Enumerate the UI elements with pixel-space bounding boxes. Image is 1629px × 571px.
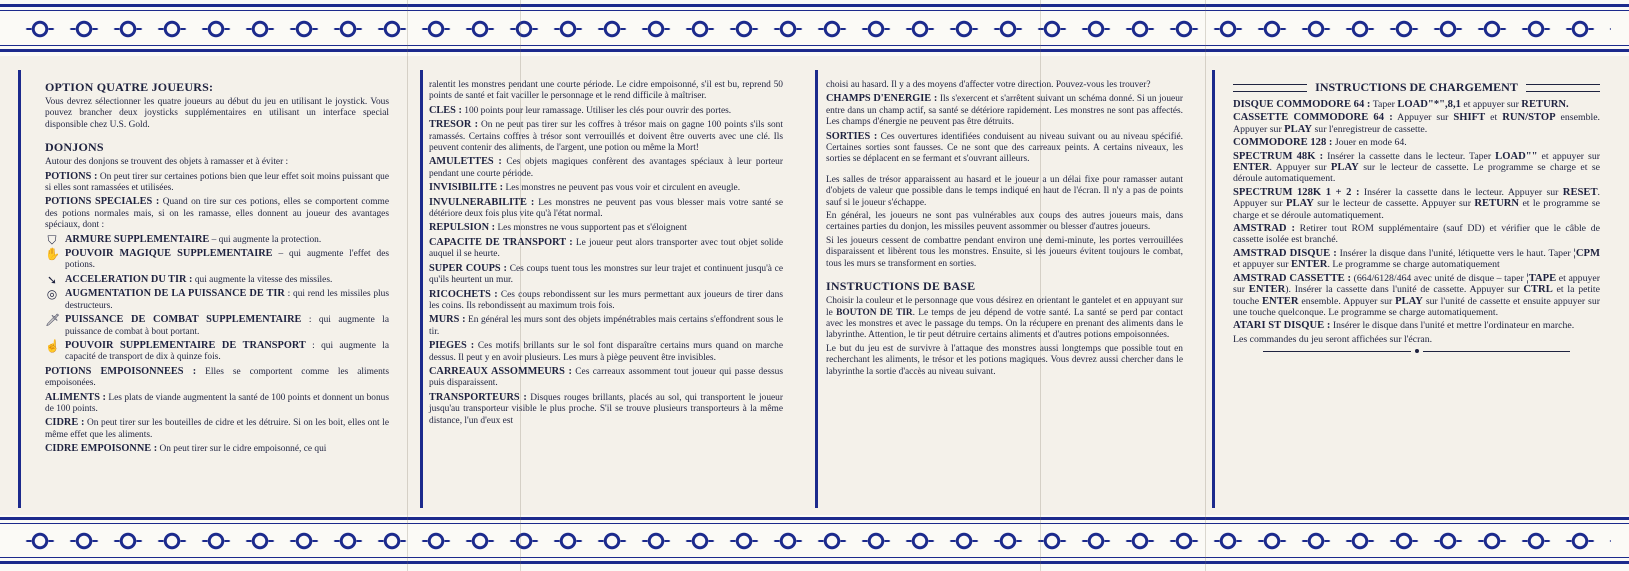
- ornament-pattern: [18, 18, 1611, 40]
- entry-transporteurs: TRANSPORTEURS : Disques rouges brillants, placés au sol, qui transportent le joueur jusqu'au transporteur visible le plus proche. S'il se trouve plusieurs transporteurs à la même distance, l'un d'eux est: [429, 391, 783, 426]
- entry-potions: POTIONS : On peut tirer sur certaines potions bien que leur effet soit moins puissant que si elles sont ramassées et utilisées.: [45, 170, 389, 194]
- heading-donjons: DONJONS: [45, 140, 104, 155]
- entry-pouvoir-magique: POUVOIR MAGIQUE SUPPLEMENTAIRE – qui augmente l'effet des potions.: [65, 248, 390, 271]
- paragraph: choisi au hasard. Il y a des moyens d'affecter votre direction. Pouvez-vous les trouver?: [826, 80, 1151, 90]
- entry-murs: MURS : En général les murs sont des objets impénétrables mais certains s'effondrent sous le tir.: [429, 314, 783, 337]
- entry-augmentation: AUGMENTATION DE LA PUISSANCE DE TIR : qui rend les missiles plus destructeurs.: [65, 288, 390, 311]
- ornament-pattern: [18, 530, 1611, 552]
- bottom-border: [0, 515, 1629, 571]
- entry-cassette-c64: CASSETTE COMMODORE 64 : Appuyer sur SHIFT et RUN/STOP ensemble. Appuyer sur PLAY sur l'enregistreur de cassette.: [1233, 112, 1600, 135]
- entry-disque-c64: DISQUE COMMODORE 64 : Taper LOAD"*",8,1 et appuyer sur RETURN.: [1233, 99, 1569, 110]
- entry-potions-empoisonnees: POTIONS EMPOISONNEES : Elles se comportent comme les aliments empoisonées.: [45, 365, 390, 389]
- paragraph: Choisir la couleur et le personnage que vous désirez en orientant le gantelet et en appuyant sur le BOUTON DE TIR. Le temps de jeu dépend de votre santé. La santé se perd par contact avec les monstres et avec le passage du temps. On la récupere en prenant des aliments dans le labyrinthe. Attention, le tir peut détruire certains aliments et d'autres potions empoisonnées.: [826, 296, 1183, 341]
- entry-amulettes: AMULETTES : Ces objets magiques confèrent des avantages spéciaux à leur porteur pendant une courte période.: [429, 156, 783, 179]
- entry-transport: POUVOIR SUPPLEMENTAIRE DE TRANSPORT : qui augmente la capacité de transport de dix à quinze fois.: [65, 339, 389, 363]
- magic-hand-icon: ✋: [45, 247, 60, 262]
- entry-ricochets: RICOCHETS : Ces coups rebondissent sur les murs permettant aux joueurs de tirer dans les coins. Ils rebondissent au maximum trois fois.: [429, 288, 783, 311]
- paragraph: ralentit les monstres pendant une courte période. Le cidre empoisonné, s'il est bu, reprend 50 points de santé et fait vaciller le personnage et le rend difficile à maîtriser.: [429, 80, 783, 102]
- paragraph: Le but du jeu est de survivre à l'attaque des monstres aussi longtemps que possible tout en recherchant les aliments, le trésor et les potions magiques. Vous devrez aussi chercher dans le labyrinthe la sortie d'accès au niveau suivant.: [826, 343, 1183, 377]
- entry-tresor: TRESOR : On ne peut pas tirer sur les coffres à trésor mais on gagne 100 points s'ils sont ramassés. Certains coffres à trésor sont verrouillés et doivent être ouverts avec une clé. Ils peuvent contenir des aliments, de l'argent, une potion ou même la Mort!: [429, 119, 783, 154]
- entry-acceleration: ACCELERATION DU TIR : qui augmente la vitesse des missiles.: [65, 273, 333, 285]
- target-icon: ◎: [46, 287, 58, 302]
- entry-invisibilite: INVISIBILITE : Les monstres ne peuvent pas vous voir et circulent en aveugle.: [429, 182, 741, 194]
- entry-amstrad: AMSTRAD : Retirer tout ROM supplémentaire (sauf DD) et vérifier que le câble de cassette isolée est branché.: [1233, 223, 1600, 246]
- entry-invulnerabilite: INVULNERABILITE : Les monstres ne peuvent pas vous blesser mais votre santé se détériore deux fois plus vite qu'à l'état normal.: [429, 196, 783, 220]
- entry-cidre: CIDRE : On peut tirer sur les bouteilles de cidre et les détruire. Si on les boit, elles ont le même effet que les aliments.: [45, 417, 389, 440]
- entry-potions-speciales: POTIONS SPECIALES : Quand on tire sur ces potions, elles se comportent comme des potions normales mais, si on les ramasse, elles donnent au joueur des avantages spéciaux, dont :: [45, 196, 389, 231]
- entry-carreaux: CARREAUX ASSOMMEURS : Ces carreaux assomment tout joueur qui passe dessus puis disparaissent.: [429, 365, 783, 389]
- entry-aliments: ALIMENTS : Les plats de viande augmentent la santé de 100 points et donnent un bonus de 100 points.: [45, 391, 390, 414]
- heading-chargement: INSTRUCTIONS DE CHARGEMENT: [1233, 80, 1600, 95]
- entry-super-coups: SUPER COUPS : Ces coups tuent tous les monstres sur leur trajet et continuent jusqu'à ce qu'ils heurtent un mur.: [429, 262, 783, 286]
- paragraph: Autour des donjons se trouvent des objets à ramasser et à éviter :: [45, 157, 289, 168]
- entry-armure: ARMURE SUPPLEMENTAIRE – qui augmente la protection.: [65, 233, 322, 245]
- entry-cidre-empoisonne: CIDRE EMPOISONNE : On peut tirer sur le cidre empoisonné, ce qui: [45, 443, 327, 455]
- entry-pieges: PIEGES : Ces motifs brillants sur le sol font disparaître certains murs quand on marche dessus. Il peut y en avoir plusieurs. Les murs à piège peuvent être invisibles.: [429, 340, 783, 363]
- heading-instructions-base: INSTRUCTIONS DE BASE: [826, 279, 976, 294]
- entry-repulsion: REPULSION : Les monstres ne vous supportent pas et s'éloignent: [429, 222, 687, 234]
- entry-capacite: CAPACITE DE TRANSPORT : Le joueur peut alors transporter avec tout objet solide auquel il se heurte.: [429, 236, 783, 260]
- entry-cles: CLES : 100 points pour leur ramassage. Utiliser les clés pour ouvrir des portes.: [429, 104, 732, 116]
- entry-puissance-combat: PUISSANCE DE COMBAT SUPPLEMENTAIRE : qui augmente la puissance de combat à bout portant.: [65, 314, 389, 337]
- shield-icon: ⛉: [47, 232, 57, 247]
- entry-sorties: SORTIES : Ces ouvertures identifiées conduisent au niveau suivant ou au niveau spécifié. Certaines sorties sont fausses. Ce ne sont que des carreaux peints. A certains niveaux, les sorties se déplacent en se fermant et s'ouvrant ailleurs.: [826, 130, 1183, 165]
- paragraph: Si les joueurs cessent de combattre pendant environ une demi-minute, les portes verrouillées disparaissent et libèrent tous les monstres. Ensuite, si les joueurs évitent toujours le combat, tous les murs se transforment en sorties.: [826, 235, 1183, 269]
- final-note: Les commandes du jeu seront affichées sur l'écran.: [1233, 333, 1433, 345]
- column-4: [1212, 70, 1612, 508]
- entry-champs: CHAMPS D'ENERGIE : Ils s'exercent et s'arrêtent suivant un schéma donné. Si un joueur entre dans un champ actif, sa santé se détériore rapidement. Les monstres ne sont pas affectés. Les champs d'énergie ne peuvent pas être détruits.: [826, 93, 1184, 128]
- entry-amstrad-disque: AMSTRAD DISQUE : Insérer la disque dans l'unité, létiquette vers le haut. Taper ¦CPM et appuyer sur ENTER. Le programme se charge automatiquement: [1233, 247, 1600, 271]
- dagger-icon: 🗡: [45, 313, 61, 328]
- paragraph: Les salles de trésor apparaissent au hasard et le joueur a un délai fixe pour ramasser autant d'objets de valeur que possible dans le temps indiqué en haut de l'écran. Il n'y a pas de points sauf si le joueur s'échappe.: [826, 174, 1183, 208]
- column-1: [18, 70, 403, 508]
- entry-amstrad-cassette: AMSTRAD CASSETTE : (664/6128/464 avec unité de disque – taper ¦TAPE et appuyer sur ENTER). Insérer la cassette dans l'unité de cassette. Appuyer sur CTRL et la petite touche ENTER ensemble. Appuyer sur PLAY sur l'unité de cassette et ensuite appuyer sur une touche quelconque. Le programme se charge automatiquement.: [1233, 272, 1600, 318]
- column-2: [420, 70, 795, 508]
- end-divider: [1263, 349, 1570, 353]
- paragraph: En général, les joueurs ne sont pas vulnérables aux coups des autres joueurs mais, dans certaines parties du donjon, les missiles peuvent assommer ou blesser d'autres joueurs.: [826, 211, 1183, 233]
- heading-quatre-joueurs: OPTION QUATRE JOUEURS:: [45, 80, 214, 94]
- arrow-icon: ➘: [46, 272, 58, 287]
- entry-atari: ATARI ST DISQUE : Insérer le disque dans l'unité et mettre l'ordinateur en marche.: [1233, 320, 1575, 332]
- entry-spectrum-48k: SPECTRUM 48K : Insérer la cassette dans le lecteur. Taper LOAD"" et appuyer sur ENTER. Appuyer sur PLAY sur le lecteur de cassette. Le programme se charge et se déroule automatiquement.: [1233, 150, 1600, 185]
- entry-c128: COMMODORE 128 : Jouer en mode 64.: [1233, 137, 1407, 149]
- entry-spectrum-128k: SPECTRUM 128K 1 + 2 : Insérer la cassette dans le lecteur. Appuyer sur RESET. Appuyer sur PLAY sur le lecteur de cassette. Appuyer sur RETURN et le programme se charge et se déroule automatiquement.: [1233, 186, 1600, 221]
- carry-hand-icon: ☝: [45, 338, 60, 353]
- paragraph: Vous devrez sélectionner les quatre joueurs au début du jeu en utilisant le joystick. Vous pouvez brancher deux joysticks supplémentaires en utilisant un interface special disponsible chez U.S. Gold.: [45, 97, 389, 130]
- column-3: [815, 70, 1195, 508]
- top-border: [0, 0, 1629, 56]
